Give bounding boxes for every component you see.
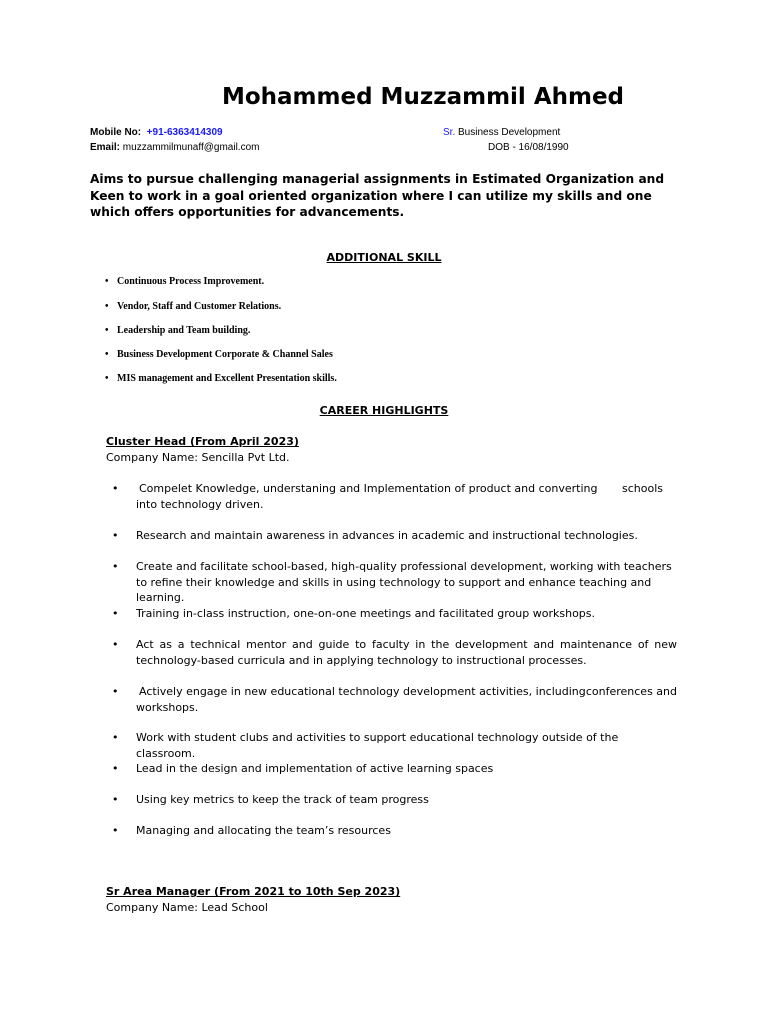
bullet-icon: • [105, 349, 109, 360]
skill-item [105, 349, 333, 360]
job-title: Cluster Head (From April 2023) [106, 435, 299, 448]
skill-text: Vendor, Staff and Customer Relations. [117, 301, 282, 312]
mobile-number[interactable]: +91-6363414309 [146, 127, 223, 138]
responsibility-text: Training in-class instruction, one-on-one meetings and facilitated group workshops. [136, 607, 596, 620]
bullet-icon: • [112, 482, 119, 495]
bullet-icon: • [105, 276, 109, 287]
skill-text: MIS management and Excellent Presentation skills. [117, 373, 337, 384]
responsibility-item [106, 684, 677, 715]
responsibility-part: schools [622, 482, 663, 495]
responsibility-text: Work with student clubs and activities to support educational technology outside of the classroom. [136, 731, 619, 760]
bullet-icon: • [112, 529, 119, 542]
date-of-birth: DOB - 16/08/1990 [488, 142, 569, 153]
responsibility-item [106, 792, 677, 808]
responsibility-text [136, 684, 677, 715]
bullet-icon: • [112, 793, 119, 806]
responsibility-text: Act as a technical mentor and guide to faculty in the development and maintenance of new technology-based curricula and in applying technology to instructional processes. [136, 638, 677, 667]
email-label: Email: [90, 142, 121, 153]
responsibility-item [106, 528, 677, 544]
responsibility-item [106, 823, 677, 839]
skill-text: Leadership and Team building. [117, 325, 251, 336]
responsibility-part: into technology driven. [136, 497, 264, 511]
responsibility-item [106, 730, 677, 761]
bullet-icon: • [112, 607, 119, 620]
mobile-line [90, 127, 223, 138]
responsibility-item [106, 761, 677, 777]
bullet-icon: • [112, 824, 119, 837]
career-highlights-heading: CAREER HIGHLIGHTS [319, 404, 449, 417]
skill-text: Continuous Process Improvement. [117, 276, 265, 287]
responsibility-text: Create and facilitate school-based, high-quality professional development, working with teachers to refine their knowledge and skills in using technology to support and enhance teaching and learning. [136, 560, 672, 604]
bullet-icon: • [105, 373, 109, 384]
responsibility-text [136, 481, 677, 512]
career-objective: Aims to pursue challenging managerial assignments in Estimated Organization and Keen to work in a goal oriented organization where I can utilize my skills and one which offers opportunities for advancements. [90, 172, 665, 219]
responsibility-text: Managing and allocating the team’s resources [136, 824, 391, 837]
responsibility-part: conferences and [585, 685, 677, 698]
additional-skill-heading: ADDITIONAL SKILL [326, 251, 442, 264]
company-name: Company Name: Lead School [106, 901, 268, 914]
skill-item [105, 301, 281, 312]
bullet-icon: • [112, 685, 119, 698]
responsibility-item [106, 559, 677, 606]
role-line [443, 127, 560, 138]
responsibility-item [106, 637, 677, 668]
bullet-icon: • [112, 638, 119, 651]
email-address[interactable]: muzzammilmunaff@gmail.com [122, 142, 260, 153]
responsibility-part: Compelet Knowledge, understaning and Implementation of product and converting [139, 482, 598, 495]
responsibility-item [106, 606, 677, 622]
role-title: Business Development [458, 127, 561, 138]
skill-item [105, 325, 250, 336]
job-title: Sr Area Manager (From 2021 to 10th Sep 2023) [106, 885, 401, 898]
role-prefix: Sr. [443, 127, 456, 138]
bullet-icon: • [105, 325, 109, 336]
skill-item [105, 373, 337, 384]
responsibility-text: Research and maintain awareness in advances in academic and instructional technologies. [136, 529, 638, 542]
skill-text: Business Development Corporate & Channel Sales [117, 349, 333, 360]
mobile-label: Mobile No: [90, 127, 142, 138]
responsibility-text: Using key metrics to keep the track of team progress [136, 793, 429, 806]
candidate-name: Mohammed Muzzammil Ahmed [221, 84, 625, 110]
responsibility-item [106, 481, 677, 512]
responsibility-text: Lead in the design and implementation of active learning spaces [136, 762, 494, 775]
bullet-icon: • [112, 762, 119, 775]
company-name: Company Name: Sencilla Pvt Ltd. [106, 451, 290, 464]
skill-item [105, 276, 264, 287]
email-line [90, 142, 259, 153]
bullet-icon: • [112, 560, 119, 573]
bullet-icon: • [105, 301, 109, 312]
bullet-icon: • [112, 731, 119, 744]
responsibility-part: Actively engage in new educational technology development activities, including [139, 685, 586, 698]
responsibility-part: workshops. [136, 700, 199, 714]
